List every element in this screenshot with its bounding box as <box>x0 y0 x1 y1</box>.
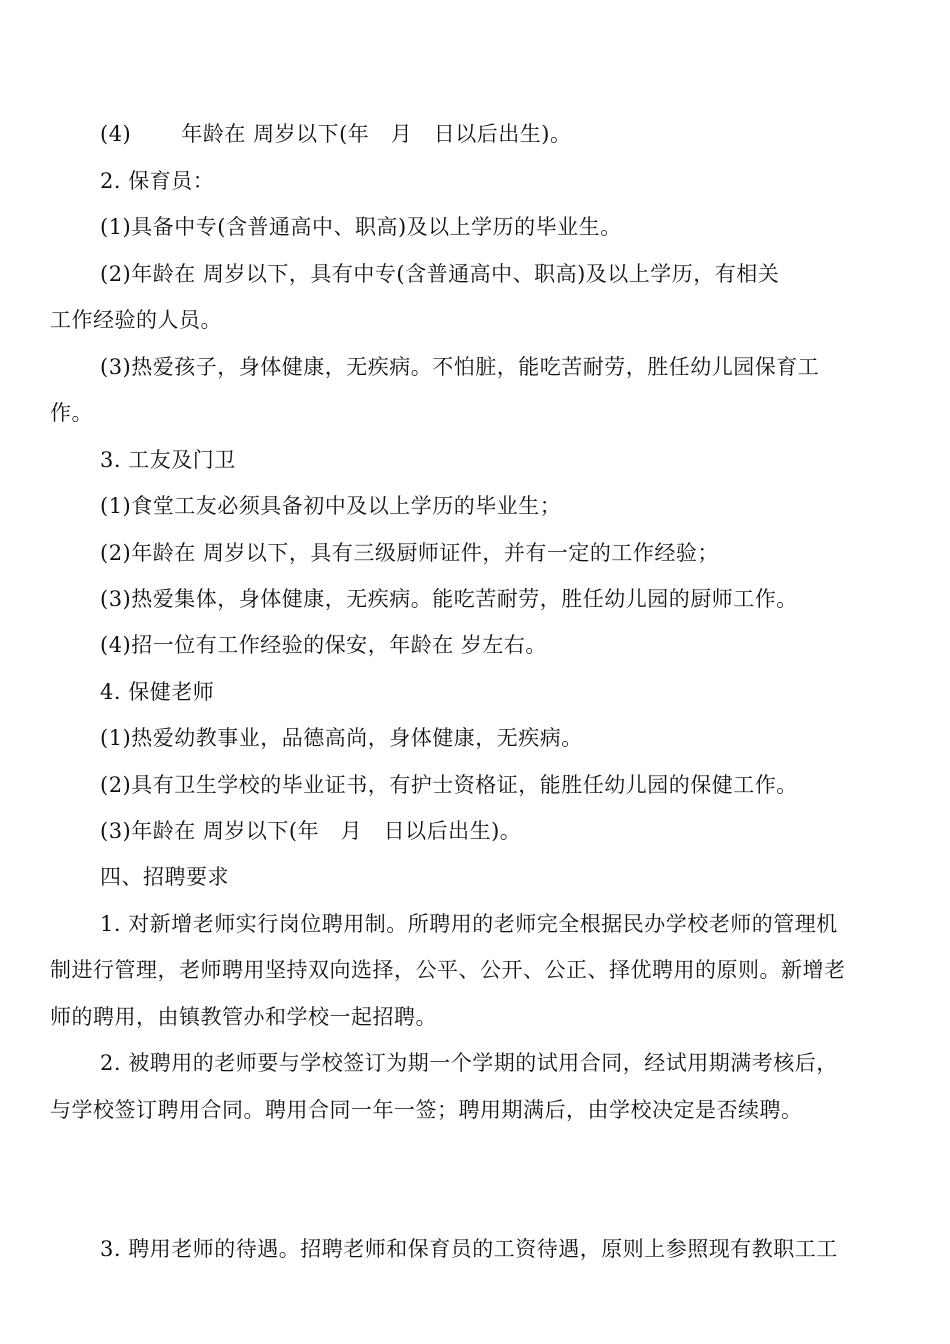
section-heading: 2. 保育员： <box>100 169 215 193</box>
para-line: 1. 对新增老师实行岗位聘用制。所聘用的老师完全根据民办学校老师的管理机 <box>100 912 838 936</box>
para-line: (3)年龄在 周岁以下(年 月 日以后出生)。 <box>100 819 522 843</box>
para-line: (1)食堂工友必须具备初中及以上学历的毕业生； <box>100 494 562 518</box>
para-line: 作。 <box>50 401 93 425</box>
para-line: (2)年龄在 周岁以下，具有中专(含普通高中、职高)及以上学历，有相关 <box>100 262 780 286</box>
para-line: 师的聘用，由镇教管办和学校一起招聘。 <box>50 1005 437 1029</box>
section-heading: 3. 工友及门卫 <box>100 448 236 472</box>
para-line: 制进行管理，老师聘用坚持双向选择，公平、公开、公正、择优聘用的原则。新增老 <box>50 958 846 982</box>
para-line: (3)热爱孩子，身体健康，无疾病。不怕脏，能吃苦耐劳，胜任幼儿园保育工 <box>100 355 820 379</box>
para-line: 与学校签订聘用合同。聘用合同一年一签；聘用期满后，由学校决定是否续聘。 <box>50 1098 803 1122</box>
para-line: (1)热爱幼教事业，品德高尚，身体健康，无疾病。 <box>100 726 583 750</box>
section-heading: 4. 保健老师 <box>100 680 215 704</box>
para-line: (4) 年龄在 周岁以下(年 月 日以后出生)。 <box>100 122 572 146</box>
para-line: (3)热爱集体，身体健康，无疾病。能吃苦耐劳，胜任幼儿园的厨师工作。 <box>100 587 798 611</box>
para-line: 2. 被聘用的老师要与学校签订为期一个学期的试用合同，经试用期满考核后， <box>100 1051 838 1075</box>
para-line: 3. 聘用老师的待遇。招聘老师和保育员的工资待遇，原则上参照现有教职工工 <box>100 1237 838 1261</box>
para-line: 工作经验的人员。 <box>50 308 222 332</box>
para-line: (2)具有卫生学校的毕业证书，有护士资格证，能胜任幼儿园的保健工作。 <box>100 773 798 797</box>
section-heading: 四、招聘要求 <box>100 865 229 889</box>
para-line: (1)具备中专(含普通高中、职高)及以上学历的毕业生。 <box>100 215 622 239</box>
para-line: (4)招一位有工作经验的保安，年龄在 岁左右。 <box>100 633 547 657</box>
para-line: (2)年龄在 周岁以下，具有三级厨师证件，并有一定的工作经验； <box>100 541 719 565</box>
